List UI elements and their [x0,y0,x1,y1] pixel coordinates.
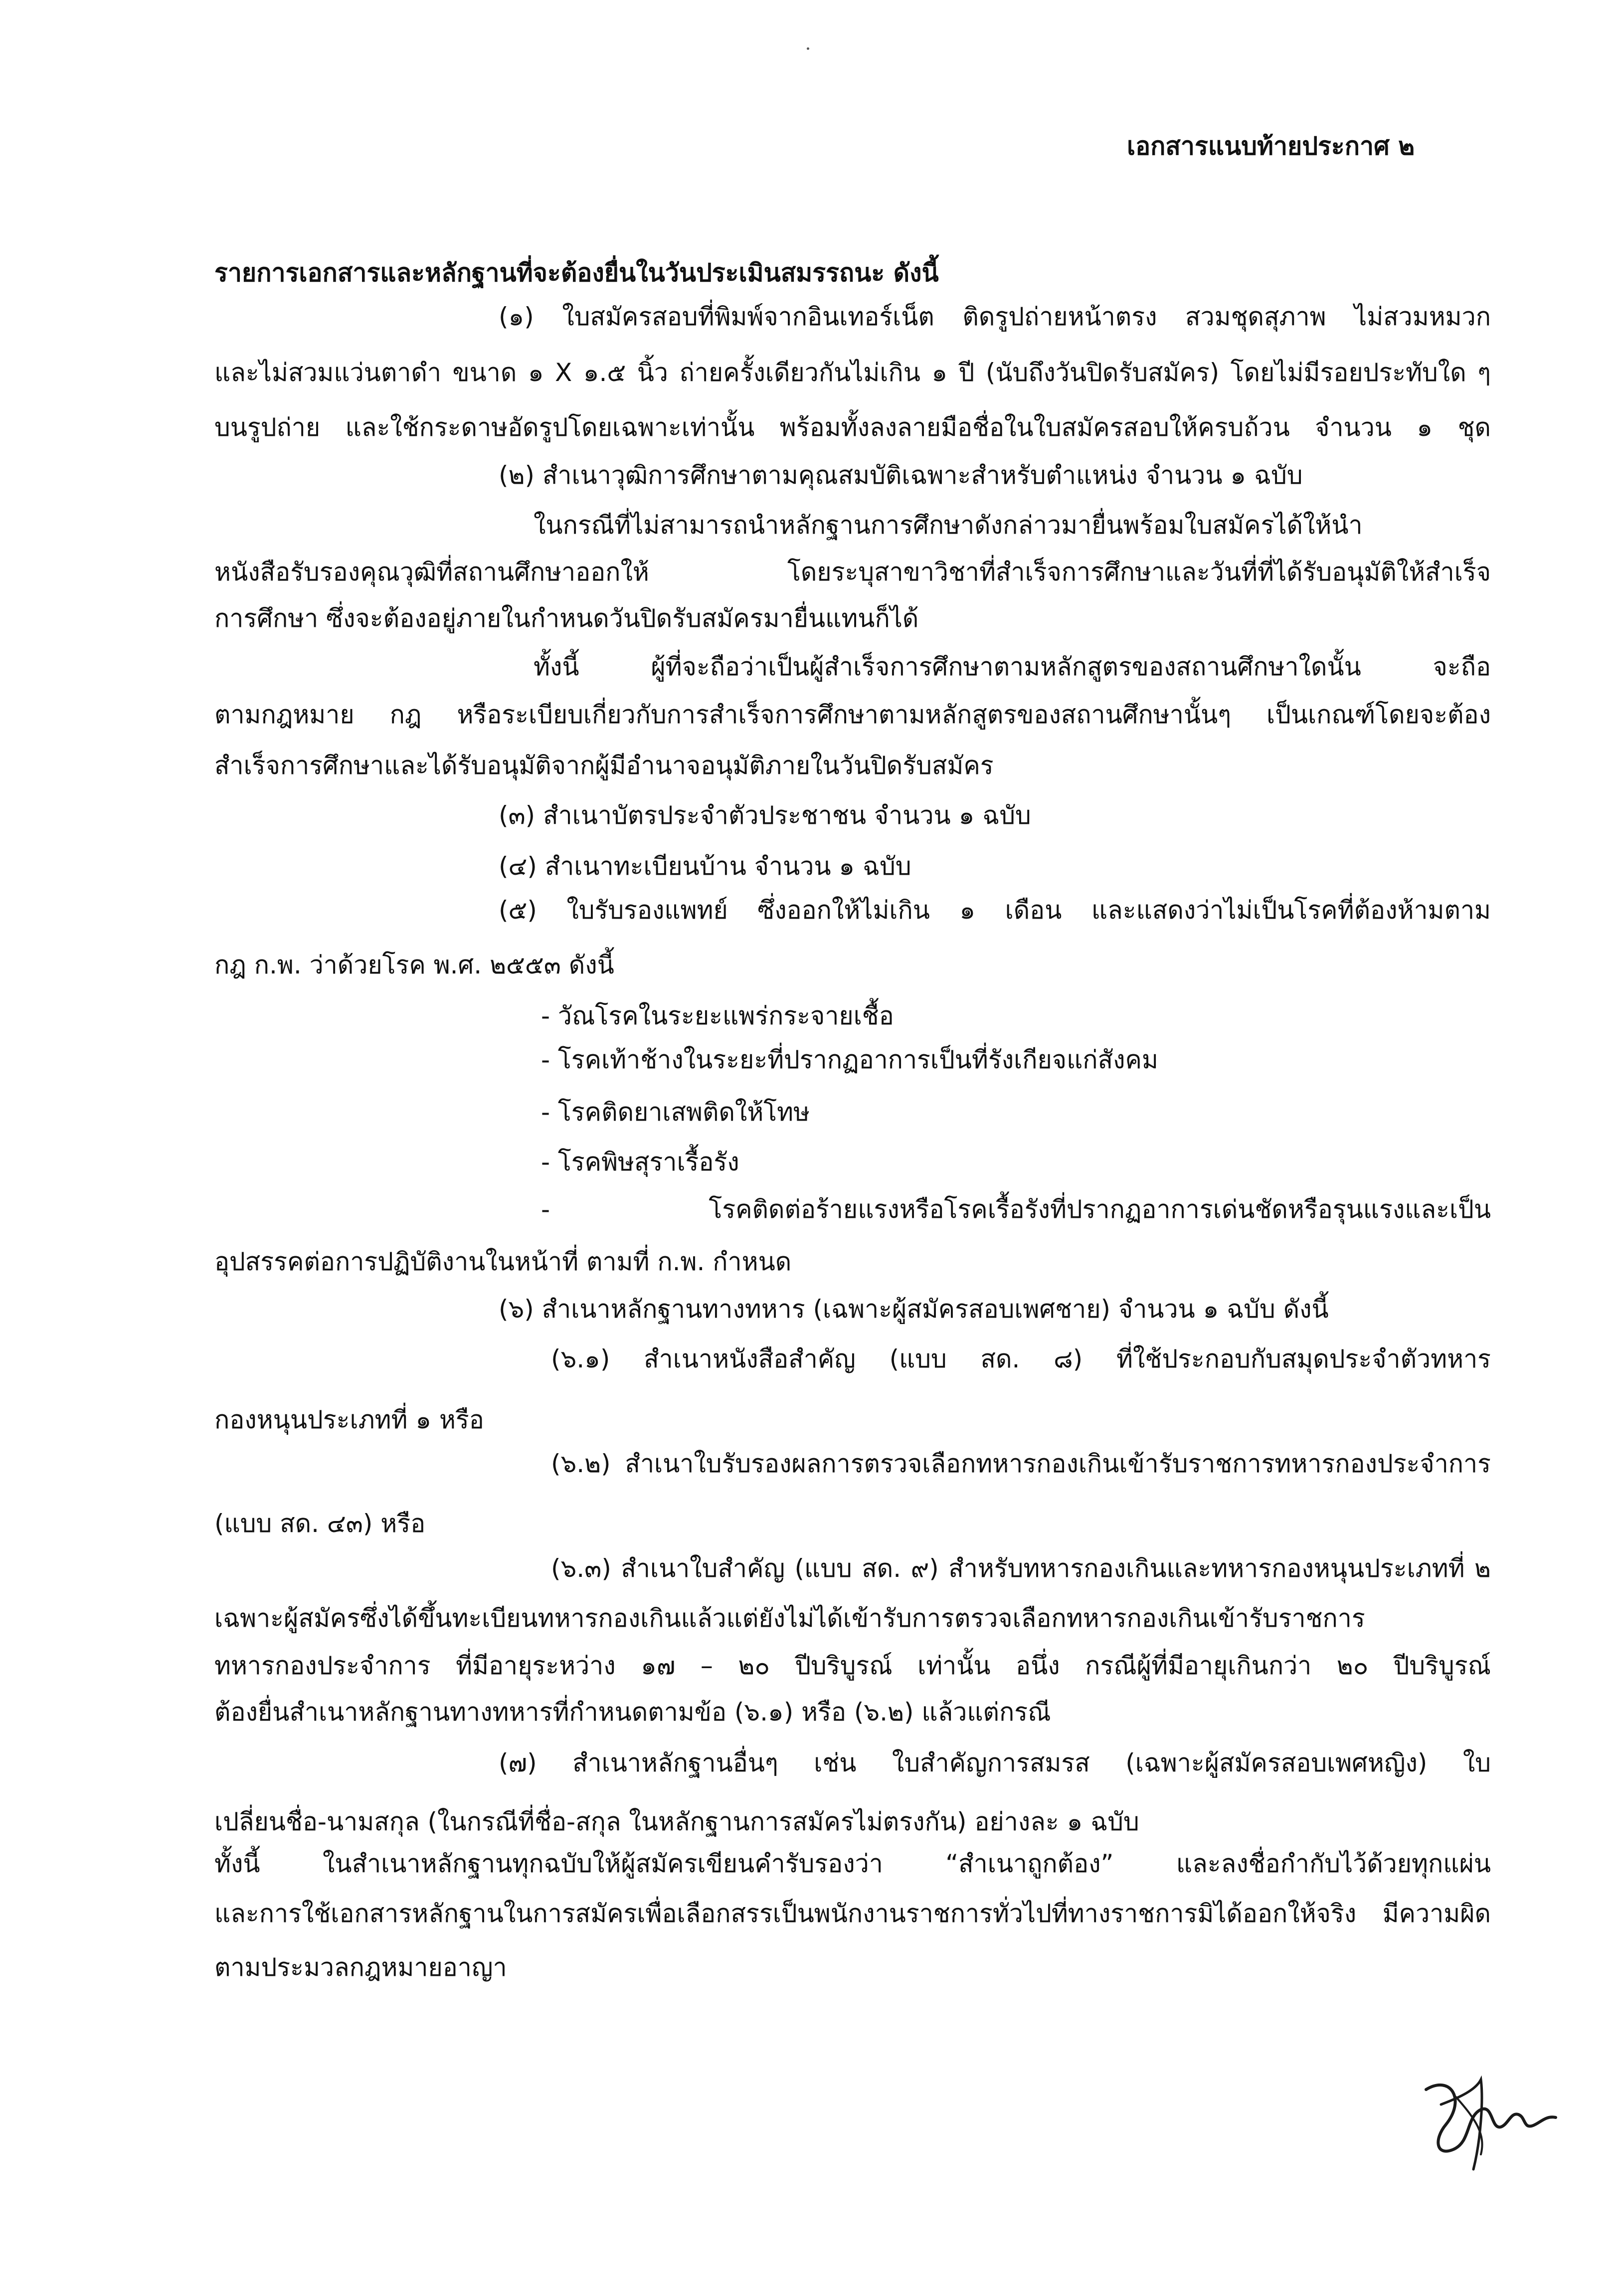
item-4-line-1: (๔) สำเนาทะเบียนบ้าน จำนวน ๑ ฉบับ [499,852,911,881]
item-5-line-2: กฎ ก.พ. ว่าด้วยโรค พ.ศ. ๒๕๕๓ ดังนี้ [214,951,614,979]
disease-item-2: - โรคเท้าช้างในระยะที่ปรากฏอาการเป็นที่รังเกียจแก่สังคม [541,1045,1158,1074]
certification-line-1: ทั้งนี้ ในสำเนาหลักฐานทุกฉบับให้ผู้สมัครเขียนคำรับรองว่า “สำเนาถูกต้อง” และลงชื่อกำกับไว้ด้วยทุกแผ่น [214,1849,1491,1878]
scan-speck [807,47,809,50]
item-1-line-2: และไม่สวมแว่นตาดำ ขนาด ๑ X ๑.๕ นิ้ว ถ่ายครั้งเดียวกันไม่เกิน ๑ ปี (นับถึงวันปิดรับสมัคร) โดยไม่มีรอยประทับใด ๆ [214,358,1491,387]
disease-item-1: - วัณโรคในระยะแพร่กระจายเชื้อ [541,1001,894,1030]
disease-item-3: - โรคติดยาเสพติดให้โทษ [541,1098,810,1127]
item-3-line-1: (๓) สำเนาบัตรประจำตัวประชาชน จำนวน ๑ ฉบับ [499,801,1031,830]
item-1-line-3: บนรูปถ่าย และใช้กระดาษอัดรูปโดยเฉพาะเท่านั้น พร้อมทั้งลงลายมือชื่อในใบสมัครสอบให้ครบถ้วน จำนวน ๑ ชุด [214,413,1491,442]
item-7-line-2: เปลี่ยนชื่อ-นามสกุล (ในกรณีที่ชื่อ-สกุล ในหลักฐานการสมัครไม่ตรงกัน) อย่างละ ๑ ฉบับ [214,1807,1139,1836]
item-2-line-2: ในกรณีที่ไม่สามารถนำหลักฐานการศึกษาดังกล่าวมายื่นพร้อมใบสมัครได้ให้นำ [534,511,1363,540]
item-1-line-1: (๑) ใบสมัครสอบที่พิมพ์จากอินเทอร์เน็ต ติดรูปถ่ายหน้าตรง สวมชุดสุภาพ ไม่สวมหมวก [499,302,1491,331]
item-2-line-7: สำเร็จการศึกษาและได้รับอนุมัติจากผู้มีอำนาจอนุมัติภายในวันปิดรับสมัคร [214,751,994,780]
document-title: รายการเอกสารและหลักฐานที่จะต้องยื่นในวันประเมินสมรรถนะ ดังนี้ [214,258,939,287]
item-2-line-5: ทั้งนี้ ผู้ที่จะถือว่าเป็นผู้สำเร็จการศึกษาตามหลักสูตรของสถานศึกษาใดนั้น จะถือ [534,652,1491,681]
disease-item-4: - โรคพิษสุราเรื้อรัง [541,1148,739,1176]
item-6-3-line-3: ทหารกองประจำการ ที่มีอายุระหว่าง ๑๗ – ๒๐ ปีบริบูรณ์ เท่านั้น อนึ่ง กรณีผู้ที่มีอายุเกินกว่า ๒๐ ปีบริบูรณ์ [214,1651,1491,1680]
item-6-2-line-2: (แบบ สด. ๔๓) หรือ [214,1509,426,1538]
disease-item-5-line-2: อุปสรรคต่อการปฏิบัติงานในหน้าที่ ตามที่ ก.พ. กำหนด [214,1247,792,1276]
item-7-line-1: (๗) สำเนาหลักฐานอื่นๆ เช่น ใบสำคัญการสมรส (เฉพาะผู้สมัครสอบเพศหญิง) ใบ [499,1748,1491,1777]
attachment-label: เอกสารแนบท้ายประกาศ ๒ [1127,132,1415,161]
item-2-line-3: หนังสือรับรองคุณวุฒิที่สถานศึกษาออกให้ โดยระบุสาขาวิชาที่สำเร็จการศึกษาและวันที่ที่ได้รับอนุมัติให้สำเร็จ [214,558,1491,586]
item-6-line-1: (๖) สำเนาหลักฐานทางทหาร (เฉพาะผู้สมัครสอบเพศชาย) จำนวน ๑ ฉบับ ดังนี้ [499,1295,1329,1324]
item-2-line-4: การศึกษา ซึ่งจะต้องอยู่ภายในกำหนดวันปิดรับสมัครมายื่นแทนก็ได้ [214,604,919,633]
item-6-3-line-4: ต้องยื่นสำเนาหลักฐานทางทหารที่กำหนดตามข้อ (๖.๑) หรือ (๖.๒) แล้วแต่กรณี [214,1698,1051,1726]
signature [1406,2070,1576,2179]
certification-line-2: และการใช้เอกสารหลักฐานในการสมัครเพื่อเลือกสรรเป็นพนักงานราชการทั่วไปที่ทางราชการมิได้ออกให้จริง มีความผิด [214,1899,1491,1928]
item-6-2-line-1: (๖.๒) สำเนาใบรับรองผลการตรวจเลือกทหารกองเกินเข้ารับราชการทหารกองประจำการ [551,1449,1491,1478]
item-5-line-1: (๕) ใบรับรองแพทย์ ซึ่งออกให้ไม่เกิน ๑ เดือน และแสดงว่าไม่เป็นโรคที่ต้องห้ามตาม [499,896,1491,925]
item-6-3-line-1: (๖.๓) สำเนาใบสำคัญ (แบบ สด. ๙) สำหรับทหารกองเกินและทหารกองหนุนประเภทที่ ๒ [551,1554,1491,1583]
item-6-1-line-1: (๖.๑) สำเนาหนังสือสำคัญ (แบบ สด. ๘) ที่ใช้ประกอบกับสมุดประจำตัวทหาร [551,1344,1491,1373]
item-6-3-line-2: เฉพาะผู้สมัครซึ่งได้ขึ้นทะเบียนทหารกองเกินแล้วแต่ยังไม่ได้เข้ารับการตรวจเลือกทหารกองเกินเข้ารับราชการ [214,1604,1365,1633]
item-2-line-6: ตามกฎหมาย กฎ หรือระเบียบเกี่ยวกับการสำเร็จการศึกษาตามหลักสูตรของสถานศึกษานั้นๆ เป็นเกณฑ์โดยจะต้อง [214,700,1491,729]
disease-item-5: - โรคติดต่อร้ายแรงหรือโรคเรื้อรังที่ปรากฏอาการเด่นชัดหรือรุนแรงและเป็น [541,1195,1491,1224]
item-6-1-line-2: กองหนุนประเภทที่ ๑ หรือ [214,1405,484,1434]
certification-line-3: ตามประมวลกฎหมายอาญา [214,1953,507,1982]
item-2-line-1: (๒) สำเนาวุฒิการศึกษาตามคุณสมบัติเฉพาะสำหรับตำแหน่ง จำนวน ๑ ฉบับ [499,461,1303,490]
